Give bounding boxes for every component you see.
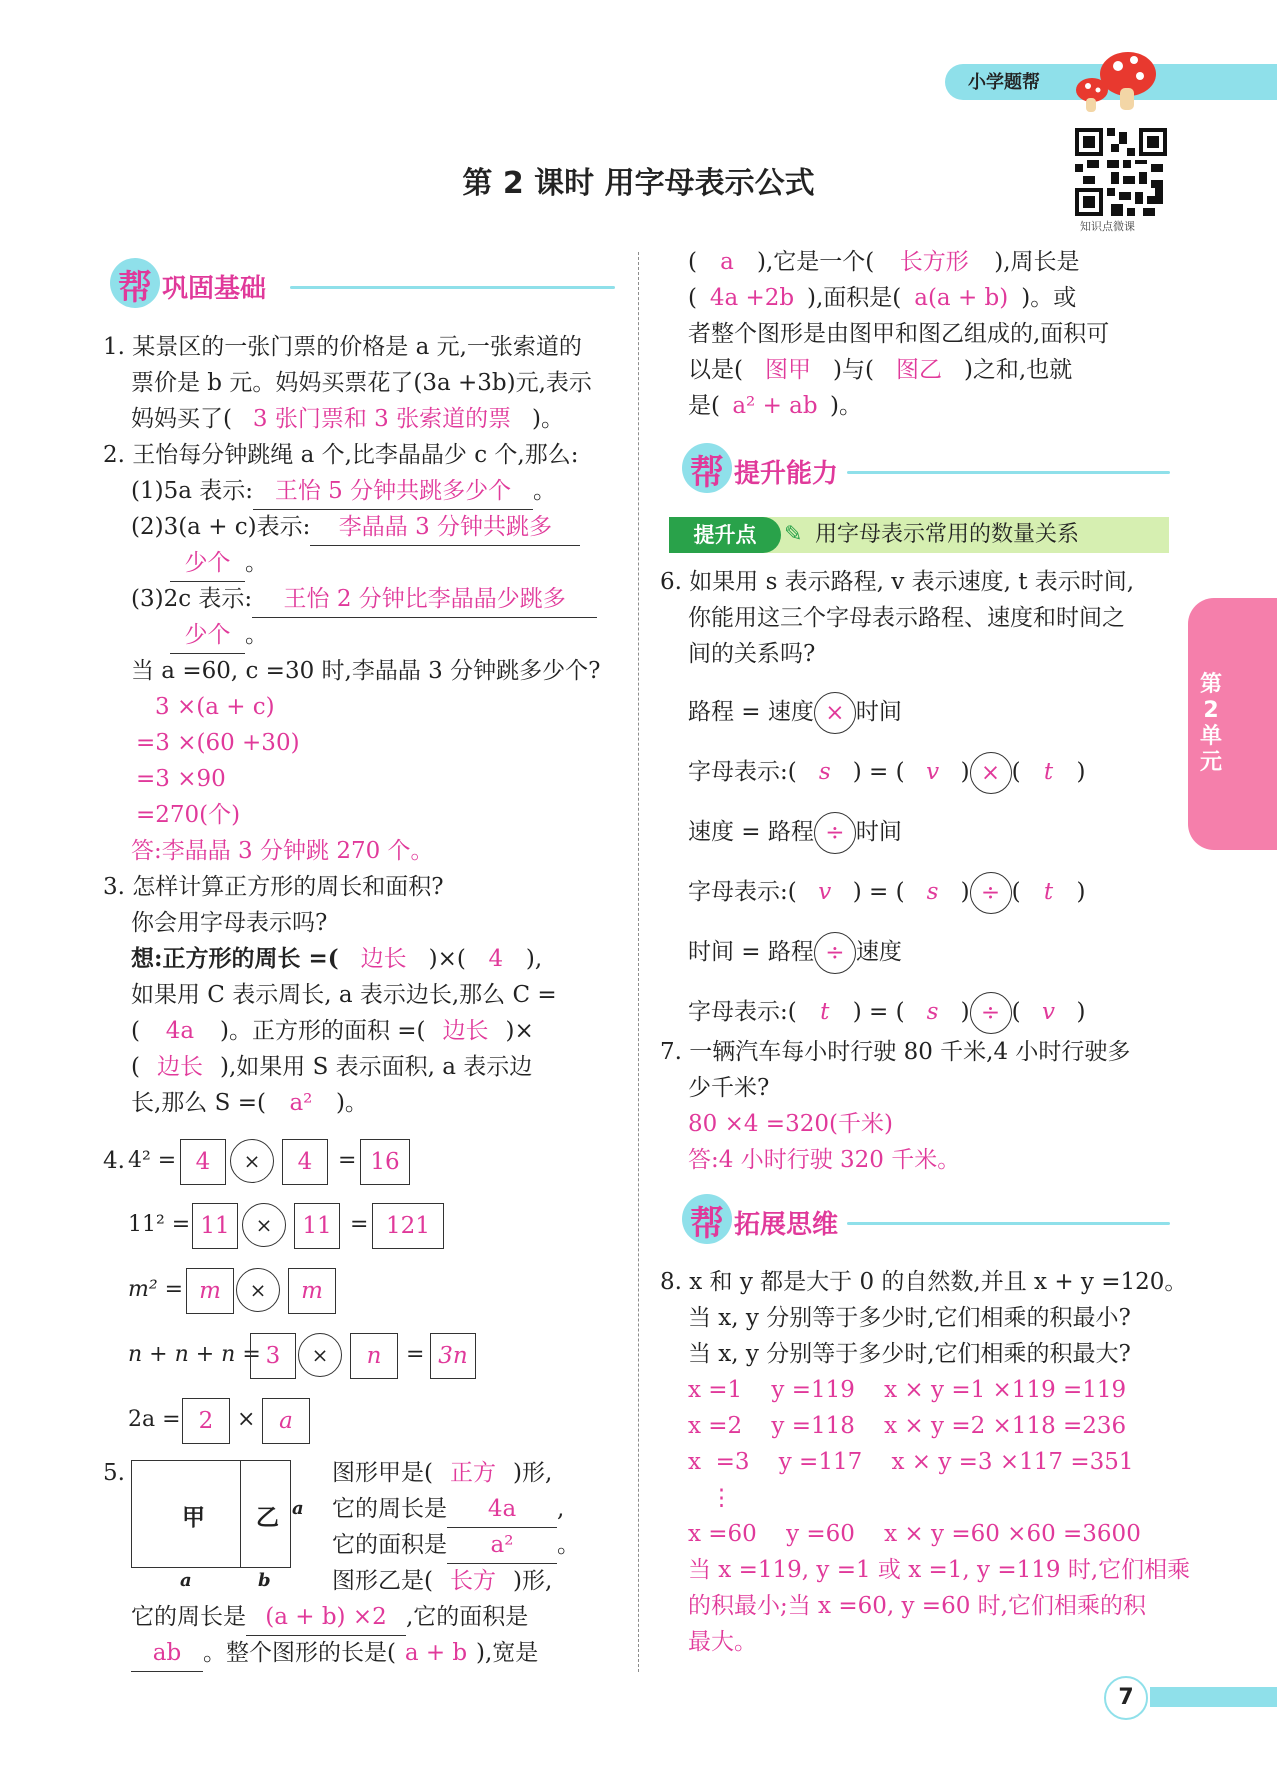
q7-line1: 7. 一辆汽车每小时行驶 80 千米,4 小时行驶多 [660, 1039, 1131, 1065]
q2-answer1: 王怡 5 分钟共跳多少个 [253, 473, 533, 510]
q5-cont3: 者整个图形是由图甲和图乙组成的,面积可 [688, 321, 1110, 347]
q3-line6: ( 边长 ),如果用 S 表示面积, a 表示边 [131, 1054, 533, 1080]
q2-work4: =270(个) [136, 802, 241, 828]
section-header-consolidate [110, 258, 615, 308]
q5-bottom-b: b [258, 1570, 271, 1591]
q5-cont2: ( 4a +2b ),面积是( a(a + b) )。或 [688, 285, 1077, 311]
q1-line1: 1. 某景区的一张门票的价格是 a 元,一张索道的 [103, 334, 582, 360]
section-header-improve [682, 443, 1170, 493]
q5-row5: 它的周长是 (a + b) ×2 ,它的面积是 [131, 1599, 528, 1636]
q8-line3: 当 x, y 分别等于多少时,它们相乘的积最大? [688, 1341, 1131, 1367]
q5-figure [131, 1460, 291, 1568]
q5-row2: 它的周长是 4a , [332, 1491, 564, 1528]
footer-band [1150, 1687, 1277, 1707]
bang-badge: 帮 [110, 258, 160, 308]
q4-row3-lhs: m² = [128, 1277, 184, 1302]
q5-row6: ab 。整个图形的长是( a + b ),宽是 [131, 1635, 538, 1672]
q8-answer1: 当 x =119, y =1 或 x =1, y =119 时,它们相乘 [688, 1557, 1191, 1583]
q6-letters1: 字母表示:( s ) = ( v ) × ( t ) [688, 750, 1086, 794]
q2-part1: (1)5a 表示: 王怡 5 分钟共跳多少个 。 [131, 473, 556, 510]
q3-line4: 如果用 C 表示周长, a 表示边长,那么 C = [131, 982, 557, 1008]
column-divider [638, 252, 639, 1672]
page-title: 第 2 课时 用字母表示公式 [462, 166, 815, 201]
q8-line2: 当 x, y 分别等于多少时,它们相乘的积最小? [688, 1305, 1131, 1331]
q5-figure-split [240, 1461, 241, 1567]
q6-line1: 6. 如果用 s 表示路程, v 表示速度, t 表示时间, [660, 569, 1135, 595]
q2-part3: (3)2c 表示: 王怡 2 分钟比李晶晶少跳多 [131, 581, 597, 618]
q6-rel1: 路程 = 速度 × 时间 [688, 690, 902, 734]
q4-row2-box2: 11 [294, 1203, 340, 1249]
q3-line5: ( 4a )。正方形的面积 =( 边长 )× [131, 1018, 534, 1044]
bang-badge: 帮 [682, 1194, 732, 1244]
q4-row3-op: × [236, 1268, 280, 1312]
q4-row2-box1: 11 [192, 1203, 238, 1249]
page-number: 7 [1104, 1676, 1148, 1720]
q2-answer: 答:李晶晶 3 分钟跳 270 个。 [131, 838, 434, 864]
q4-row1-eq: = [338, 1148, 357, 1173]
q5-cont5: 是( a² + ab )。 [688, 393, 862, 419]
q2-part2: (2)3(a + c)表示: 李晶晶 3 分钟共跳多 [131, 509, 580, 546]
q2-answer2b: 少个 [170, 545, 245, 582]
q2-work2: =3 ×(60 +30) [136, 730, 300, 756]
section-title: 拓展思维 [734, 1210, 839, 1240]
q4-row1-lhs: 4² = [128, 1148, 177, 1173]
q5-cont1: ( a ),它是一个( 长方形 ),周长是 [688, 249, 1080, 275]
q5-label-jia: 甲 [182, 1505, 205, 1531]
q1-line2: 票价是 b 元。妈妈买票花了(3a +3b)元,表示 [131, 370, 592, 396]
q1-line3: 妈妈买了( 3 张门票和 3 张索道的票 )。 [131, 401, 564, 437]
section-title: 提升能力 [734, 459, 839, 489]
q8-work1: x =1 y =119 x × y =1 ×119 =119 [688, 1377, 1127, 1403]
q2-answer3b: 少个 [170, 617, 245, 654]
q5-bottom-a: a [180, 1570, 192, 1591]
q8-work5: x =60 y =60 x × y =60 ×60 =3600 [688, 1521, 1141, 1547]
qr-code-icon[interactable] [1075, 128, 1167, 216]
q4-row5-lhs: 2a = [128, 1407, 181, 1432]
q6-rel3: 时间 = 路程 ÷ 速度 [688, 930, 902, 974]
q4-row4-result: 3n [430, 1333, 476, 1379]
tip-label: 提升点 [669, 517, 781, 553]
q3-line1: 3. 怎样计算正方形的周长和面积? [103, 874, 444, 900]
q4-row4-op: × [298, 1333, 342, 1377]
q2-part2-cont: 少个 。 [170, 545, 268, 582]
q4-row3-box1: m [186, 1268, 234, 1314]
q8-work2: x =2 y =118 x × y =2 ×118 =236 [688, 1413, 1127, 1439]
q2-part3-cont: 少个 。 [170, 617, 268, 654]
q5-side-a: a [292, 1498, 304, 1519]
q4-row4-eq: = [406, 1342, 425, 1367]
q6-letters3: 字母表示:( t ) = ( s ) ÷ ( v ) [688, 990, 1086, 1034]
q4-row4-box1: 3 [250, 1333, 296, 1379]
q1-answer: 3 张门票和 3 张索道的票 [252, 406, 512, 432]
qr-caption: 知识点微课 [1080, 220, 1135, 233]
q8-answer3: 最大。 [688, 1629, 757, 1655]
q4-row1-op: × [230, 1139, 274, 1183]
q4-row3-box2: m [288, 1268, 336, 1314]
q4-row4-box2: n [350, 1333, 398, 1379]
q2-work3: =3 ×90 [136, 766, 226, 792]
q5-row4: 图形乙是( 长方 )形, [332, 1568, 553, 1594]
section-header-extend [682, 1194, 1170, 1244]
pencil-icon: ✎ [784, 522, 803, 547]
brand-label: 小学题帮 [968, 72, 1040, 93]
q4-row1-box1: 4 [180, 1139, 226, 1185]
q2-line1: 2. 王怡每分钟跳绳 a 个,比李晶晶少 c 个,那么: [103, 442, 579, 468]
section-rule [847, 1222, 1170, 1225]
q4-row2-lhs: 11² = [128, 1212, 191, 1237]
q5-row1: 图形甲是( 正方 )形, [332, 1460, 553, 1486]
q8-ellipsis: ⋮ [710, 1485, 733, 1511]
q4-row2-result: 121 [372, 1203, 444, 1249]
q6-letters2: 字母表示:( v ) = ( s ) ÷ ( t ) [688, 870, 1086, 914]
section-rule [290, 286, 615, 289]
q8-line1: 8. x 和 y 都是大于 0 的自然数,并且 x + y =120。 [660, 1269, 1188, 1295]
unit-side-tab-label: 第2单元 [1199, 672, 1222, 775]
section-rule [847, 471, 1170, 474]
q5-row3: 它的面积是 a² 。 [332, 1527, 580, 1564]
q4-row5-box1: 2 [182, 1398, 230, 1444]
q4-row5-box2: a [262, 1398, 310, 1444]
q7-answer: 答:4 小时行驶 320 千米。 [688, 1147, 961, 1173]
q6-line2: 你能用这三个字母表示路程、速度和时间之 [688, 605, 1125, 631]
q2-work1: 3 ×(a + c) [155, 694, 275, 720]
q2-answer2a: 李晶晶 3 分钟共跳多 [310, 509, 580, 546]
q4-row5-op: × [237, 1407, 256, 1432]
q2-condition: 当 a =60, c =30 时,李晶晶 3 分钟跳多少个? [131, 658, 601, 684]
q6-line3: 间的关系吗? [688, 641, 816, 667]
q2-answer3a: 王怡 2 分钟比李晶晶少跳多 [252, 581, 597, 618]
q5-label: 5. [103, 1460, 125, 1486]
q5-cont4: 以是( 图甲 )与( 图乙 )之和,也就 [688, 357, 1073, 383]
q4-row4-lhs: n + n + n = [128, 1342, 261, 1367]
q3-line7: 长,那么 S =( a² )。 [131, 1090, 368, 1116]
q4-row2-eq: = [350, 1212, 369, 1237]
q8-answer2: 的积最小;当 x =60, y =60 时,它们相乘的积 [688, 1593, 1146, 1619]
q4-row1-result: 16 [360, 1139, 410, 1185]
q4-label: 4. [103, 1148, 125, 1174]
q4-row2-op: × [242, 1203, 286, 1247]
bang-badge: 帮 [682, 443, 732, 493]
q3-line2: 你会用字母表示吗? [131, 910, 328, 936]
q3-line3: 想:正方形的周长 =( 边长 )×( 4 ), [131, 945, 543, 972]
section-title: 巩固基础 [162, 274, 267, 304]
q7-line2: 少千米? [688, 1075, 770, 1101]
q8-work3: x =3 y =117 x × y =3 ×117 =351 [688, 1449, 1134, 1475]
q6-rel2: 速度 = 路程 ÷ 时间 [688, 810, 902, 854]
q7-work: 80 ×4 =320(千米) [688, 1111, 893, 1137]
tip-text: 用字母表示常用的数量关系 [815, 522, 1080, 547]
q5-label-yi: 乙 [256, 1505, 279, 1531]
mushroom-icon [1070, 44, 1160, 116]
q4-row1-box2: 4 [282, 1139, 328, 1185]
